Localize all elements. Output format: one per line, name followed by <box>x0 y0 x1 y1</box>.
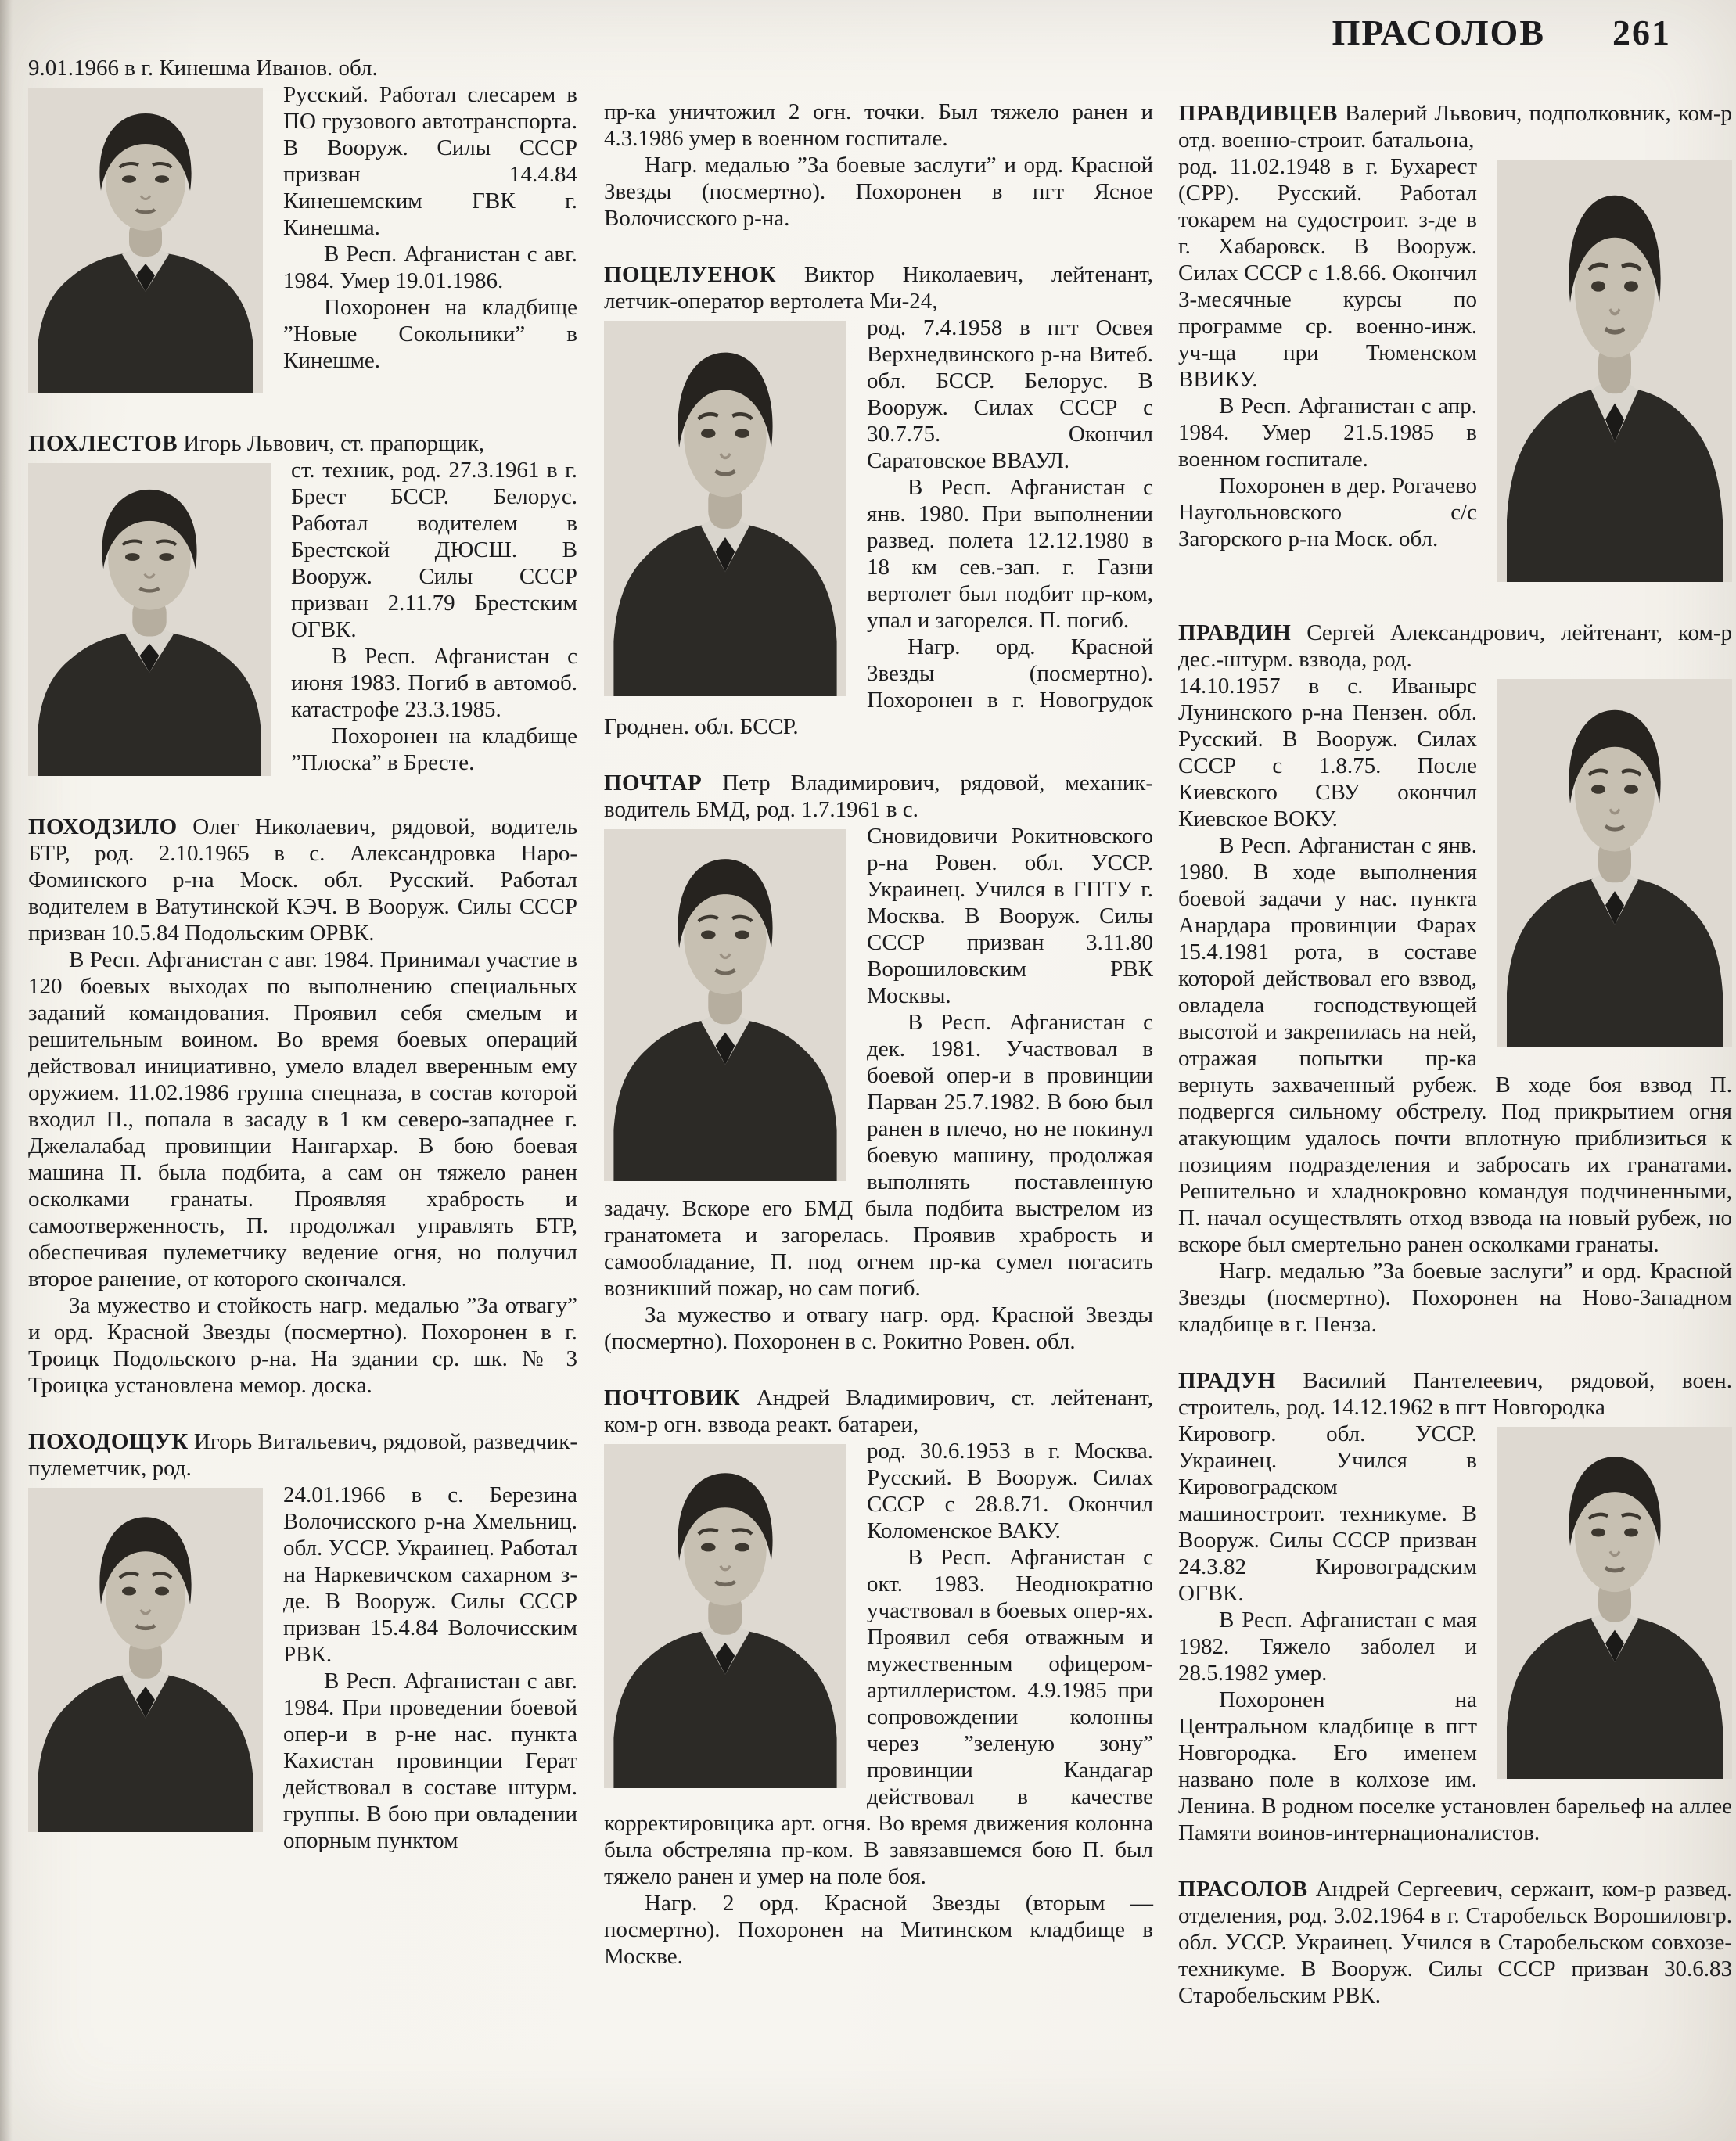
memorial-entry <box>1178 1876 1732 2009</box>
entry-heading-text: Василий Пантелеевич, рядовой, воен. строитель, род. 14.12.1962 в пгт Новгородка <box>1178 1368 1732 1420</box>
portrait-silhouette <box>1497 679 1732 1047</box>
entry-heading-text: Виктор Николаевич, лейтенант, летчик-оператор вертолета Ми-24, <box>604 262 1154 314</box>
entry-heading-text: Петр Владимирович, рядовой, механик-водитель БМД, род. 1.7.1961 в с. <box>604 771 1153 822</box>
entry-paragraph: За мужество и отвагу нагр. орд. Красной Звезды (посмертно). Похоронен в с. Рокитно Ровен. обл. <box>604 1302 1153 1354</box>
entry-paragraph: Нагр. медалью ”За боевые заслуги” и орд. Красной Звезды (посмертно). Похоронен в пгт Ясное Волочисского р-на. <box>604 153 1153 231</box>
portrait-photo <box>28 1488 263 1832</box>
entry-surname: ПРАВДИВЦЕВ <box>1178 101 1338 126</box>
portrait-silhouette <box>28 1488 263 1832</box>
entry-heading-text: Олег Николаевич, рядовой, водитель БТР, род. 2.10.1965 в с. Александровка Наро-Фоминского р-на Моск. обл. Русский. Работал водителем в Ватутинской КЭЧ. В Вооруж. Силы СССР призван 10.5.84 Подольским ОРВК. <box>28 814 577 946</box>
entry-surname: ПОХЛЕСТОВ <box>28 431 178 456</box>
entry-paragraph: ст. техник, род. 27.3.1961 в г. Брест БССР. Белорус. Работал водителем в Брестской ДЮСШ. В Вооруж. Силы СССР призван 2.11.79 Брестским ОГВК. <box>291 458 577 642</box>
page-number: 261 <box>1612 13 1671 52</box>
memorial-entry <box>604 1385 1153 1970</box>
entry-paragraph: род. 7.4.1958 в пгт Освея Верхнедвинского р-на Витеб. обл. БССР. Белорус. В Вооруж. Силах СССР с 30.7.75. Окончил Саратовское ВВАУЛ. <box>867 315 1153 473</box>
entry-paragraph: 14.10.1957 в с. Иванырс Лунинского р-на Пензен. обл. Русский. В Вооруж. Силах СССР с 1.8.75. После Киевского СВУ окончил Киевское ВОКУ. <box>1178 674 1477 832</box>
entry-surname: ПРАВДИН <box>1178 620 1292 645</box>
entry-paragraph: В Респ. Афганистан с апр. 1984. Умер 21.5.1985 в военном госпитале. <box>1178 393 1477 472</box>
entry-paragraph: В Респ. Афганистан с янв. 1980. В ходе выполнения боевой задачи у нас. пункта Анардара провинции Фарах 15.4.1981 рота, в составе которой действовал его взвод, овладела господствующей высотой и закрепилась на ней, отражая попытки пр-ка вернуть захваченный рубеж. В ходе боя взвод П. подвергся сильному обстрелу. Под прикрытием огня атакующим удалось почти вплотную приблизиться к позициям подразделения и забросать их гранатами. Решительно и хладнокровно командуя подчиненными, П. начал осуществлять отход взвода на новый рубеж, но вскоре был смертельно ранен осколками гранаты. <box>1178 833 1732 1257</box>
entry-heading <box>604 261 1153 314</box>
entry-surname: ПОЦЕЛУЕНОК <box>604 262 777 287</box>
entry-paragraph: В Респ. Афганистан с авг. 1984. Умер 19.01.1986. <box>283 242 577 293</box>
memorial-entry <box>28 55 577 401</box>
entry-heading-text: Игорь Витальевич, рядовой, разведчик-пулеметчик, род. <box>28 1429 577 1481</box>
entry-heading <box>28 55 577 81</box>
entry-heading-text: Валерий Львович, подполковник, ком-р отд. военно-строит. батальона, <box>1178 101 1732 153</box>
entry-heading <box>604 99 1153 152</box>
entry-heading <box>604 770 1153 823</box>
entry-paragraph: В Респ. Афганистан с дек. 1981. Участвовал в боевой опер-и в провинции Парван 25.7.1982. В бою был ранен в плечо, но не покинул боевую машину, продолжая выполнять поставленную задачу. Вскоре его БМД была подбита выстрелом из гранатомета и загорелась. Проявив храбрость и самообладание, П. под огнем пр-ка сумел погасить возникший пожар, но сам погиб. <box>604 1010 1153 1301</box>
portrait-photo <box>1497 679 1732 1047</box>
entry-paragraph: Нагр. медалью ”За боевые заслуги” и орд. Красной Звезды (посмертно). Похоронен на Ново-Западном кладбище в г. Пенза. <box>1178 1259 1732 1337</box>
entry-heading-text: Игорь Львович, ст. прапорщик, <box>183 431 485 456</box>
entry-surname: ПОХОДОЩУК <box>28 1429 189 1454</box>
memorial-entry <box>604 770 1153 1355</box>
memorial-entry <box>604 99 1153 232</box>
entry-paragraph: В Респ. Афганистан с авг. 1984. Принимал участие в 120 боевых выходах по выполнению специальных заданий командования. Проявил себя смелым и решительным воином. Во время боевых операций действовал инициативно, умело владел вверенным ему оружием. 11.02.1986 группа спецназа, в состав которой входил П., попала в засаду в 1 км северо-западнее г. Джелалабад провинции Нангархар. В бою боевая машина П. была подбита, а сам он тяжело ранен осколками гранаты. Проявляя храбрость и самоотверженность, П. продолжал управлять БТР, обеспечивая пулеметчику ведение огня, но получил второе ранение, от которого скончался. <box>28 947 577 1291</box>
entry-paragraph: Похоронен на кладбище ”Новые Сокольники” в Кинешме. <box>283 295 577 373</box>
entry-heading <box>28 430 577 457</box>
memorial-entry <box>1178 620 1732 1338</box>
entry-heading <box>28 814 577 947</box>
entry-heading <box>604 1385 1153 1438</box>
entry-paragraph: Похоронен на кладбище ”Плоска” в Бресте. <box>291 724 577 775</box>
portrait-photo <box>28 463 271 776</box>
portrait-silhouette <box>604 1444 846 1788</box>
portrait-photo <box>1497 1427 1732 1779</box>
entry-heading <box>1178 1876 1732 2009</box>
memorial-entry <box>28 814 577 1399</box>
entry-paragraph: Похоронен на Центральном кладбище в пгт Новгородка. Его именем названо поле в колхозе им. Ленина. В родном поселке установлен барельеф на аллее Памяти воинов-интернационалистов. <box>1178 1687 1732 1845</box>
text-column-1 <box>28 55 577 1854</box>
memorial-entry <box>1178 1367 1732 1846</box>
portrait-photo <box>1497 160 1732 582</box>
entry-surname: ПРАДУН <box>1178 1368 1276 1393</box>
entry-paragraph: В Респ. Афганистан с янв. 1980. При выполнении развед. полета 12.12.1980 в 18 км сев.-зап. г. Газни вертолет был подбит пр-ком, упал и загорелся. П. погиб. <box>867 475 1153 633</box>
portrait-photo <box>604 321 846 696</box>
portrait-photo <box>604 1444 846 1788</box>
memorial-entry <box>1178 100 1732 590</box>
entry-paragraph: Русский. Работал слесарем в ПО грузового автотранспорта. В Вооруж. Силы СССР призван 14.4.84 Кинешемским ГВК г. Кинешма. <box>283 82 577 240</box>
entry-surname: ПОЧТАР <box>604 771 703 796</box>
entry-heading-text: Андрей Владимирович, ст. лейтенант, ком-р огн. взвода реакт. батареи, <box>604 1385 1154 1437</box>
entry-heading <box>28 1428 577 1482</box>
portrait-silhouette <box>604 829 846 1181</box>
memorial-entry <box>28 430 577 784</box>
portrait-silhouette <box>604 321 846 696</box>
entry-paragraph: В Респ. Афганистан с окт. 1983. Неоднократно участвовал в боевых опер-ях. Проявил себя отважным и мужественным офицером-артиллеристом. 4.9.1985 при сопровождении колонны через ”зеленую зону” провинции Кандагар действовал в качестве корректировщика арт. огня. Во время движения колонна была обстреляна пр-ком. В завязавшемся бою П. был тяжело ранен и умер на поле боя. <box>604 1545 1153 1889</box>
memorial-entry <box>28 1428 577 1854</box>
entry-surname: ПРАСОЛОВ <box>1178 1877 1308 1902</box>
entry-paragraph: В Респ. Афганистан с авг. 1984. При проведении боевой опер-и в р-не нас. пункта Кахистан провинции Герат действовал в составе штурм. группы. В бою при овладении опорным пунктом <box>283 1669 577 1853</box>
entry-heading-text: 9.01.1966 в г. Кинешма Иванов. обл. <box>28 56 378 81</box>
entry-paragraph: За мужество и стойкость нагр. медалью ”За отвагу” и орд. Красной Звезды (посмертно). Похоронен в г. Троицк Подольского р-на. На здании ср. шк. № 3 Троицка установлена мемор. доска. <box>28 1293 577 1398</box>
page-title: ПРАСОЛОВ <box>1332 13 1545 52</box>
entry-paragraph: Нагр. орд. Красной Звезды (посмертно). Похоронен в г. Новогрудок Гроднен. обл. БССР. <box>604 634 1153 739</box>
entry-heading <box>1178 620 1732 673</box>
entry-paragraph: 24.01.1966 в с. Березина Волочисского р-на Хмельниц. обл. УССР. Украинец. Работал на Наркевичском сахарном з-де. В Вооруж. Силы СССР призван 15.4.84 Волочисским РВК. <box>283 1482 577 1667</box>
entry-surname: ПОХОДЗИЛО <box>28 814 178 839</box>
entry-heading-text: Сергей Александрович, лейтенант, ком-р дес.-штурм. взвода, род. <box>1178 620 1732 672</box>
entry-heading-text: Андрей Сергеевич, сержант, ком-р развед. отделения, род. 3.02.1964 в г. Старобельск Ворошиловгр. обл. УССР. Украинец. Учился в Старобельском совхозе-техникуме. В Вооруж. Силы СССР призван 30.6.83 Старобельским РВК. <box>1178 1877 1732 2008</box>
page-header <box>1178 13 1732 53</box>
portrait-silhouette <box>28 463 271 776</box>
text-column-3 <box>1178 100 1732 2009</box>
entry-surname: ПОЧТОВИК <box>604 1385 741 1410</box>
entry-paragraph: Нагр. 2 орд. Красной Звезды (вторым — посмертно). Похоронен на Митинском кладбище в Москве. <box>604 1891 1153 1969</box>
memorial-entry <box>604 261 1153 740</box>
entry-heading-text: пр-ка уничтожил 2 огн. точки. Был тяжело ранен и 4.3.1986 умер в военном госпитале. <box>604 99 1153 151</box>
entry-heading <box>1178 100 1732 153</box>
entry-paragraph: В Респ. Афганистан с июня 1983. Погиб в автомоб. катастрофе 23.3.1985. <box>291 644 577 722</box>
entry-paragraph: В Респ. Афганистан с мая 1982. Тяжело заболел и 28.5.1982 умер. <box>1178 1608 1477 1686</box>
portrait-photo <box>604 829 846 1181</box>
portrait-silhouette <box>28 88 263 393</box>
entry-heading <box>1178 1367 1732 1421</box>
entry-paragraph: род. 11.02.1948 в г. Бухарест (СРР). Русский. Работал токарем на судостроит. з-де в г. Хабаровск. В Вооруж. Силах СССР с 1.8.66. Окончил 3-месячные курсы по программе ср. военно-инж. уч-ща при Тюменском ВВИКУ. <box>1178 154 1477 392</box>
entry-paragraph: Сновидовичи Рокитновского р-на Ровен. обл. УССР. Украинец. Учился в ГПТУ г. Москва. В Вооруж. Силы СССР призван 3.11.80 Ворошиловским РВК Москвы. <box>867 824 1153 1008</box>
portrait-silhouette <box>1497 160 1732 582</box>
entry-paragraph: род. 30.6.1953 в г. Москва. Русский. В Вооруж. Силах СССР с 28.8.71. Окончил Коломенское ВАКУ. <box>867 1439 1153 1543</box>
entry-paragraph: Похоронен в дер. Рогачево Наугольновского с/с Загорского р-на Моск. обл. <box>1178 473 1477 551</box>
entry-paragraph: Кировогр. обл. УССР. Украинец. Учился в Кировоградском машиностроит. техникуме. В Вооруж. Силы СССР призван 24.3.82 Кировоградским ОГВК. <box>1178 1421 1477 1606</box>
portrait-photo <box>28 88 263 393</box>
text-column-2 <box>604 99 1153 1970</box>
portrait-silhouette <box>1497 1427 1732 1779</box>
